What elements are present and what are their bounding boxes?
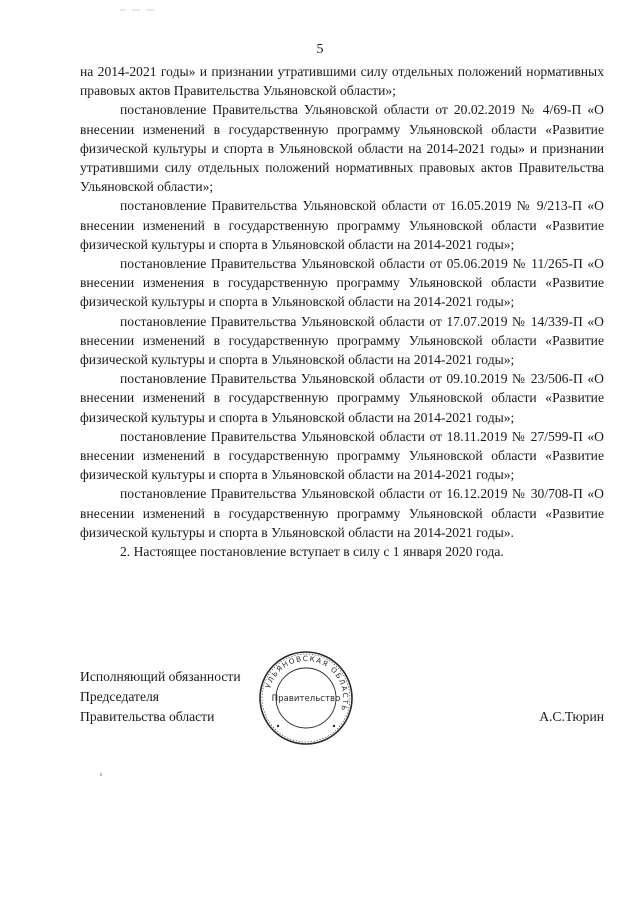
paragraph-decree-17-07-2019: постановление Правительства Ульяновской области от 17.07.2019 № 14/339-П «О внесении изменений в государственную программу Ульяновской области «Развитие физической культуры и спорта в Ульяновской области на 2014-2021 годы»; — [80, 313, 604, 368]
signatory-title-line-1: Исполняющий обязанности — [80, 669, 241, 684]
svg-text:Правительство: Правительство — [271, 694, 341, 704]
scan-artifact — [120, 8, 160, 12]
paragraph-decree-09-10-2019: постановление Правительства Ульяновской области от 09.10.2019 № 23/506-П «О внесении изменений в государственную программу Ульяновской области «Развитие физической культуры и спорта в Ульяновской области на 2014-2021 годы»; — [80, 371, 604, 425]
paragraph-decree-16-12-2019: постановление Правительства Ульяновской области от 16.12.2019 № 30/708-П «О внесении изменений в государственную программу Ульяновской области «Развитие физической культуры и спорта в Ульяновской области на 2014-2021 годы». — [80, 486, 604, 540]
paragraph-decree-20-02-2019: постановление Правительства Ульяновской области от 20.02.2019 № 4/69-П «О внесении изменений в государственную программу Ульяновской области «Развитие физической культуры и спорта в Ульяновской области на 2014-2021 годы» и признании утратившими силу отдельных положений нормативных правовых актов Правительства Ульяновской области»; — [80, 102, 604, 195]
paragraph-decree-16-05-2019: постановление Правительства Ульяновской области от 16.05.2019 № 9/213-П «О внесении изменений в государственную программу Ульяновской области «Развитие физической культуры и спорта в Ульяновской области на 2014-2021 годы»; — [80, 198, 604, 252]
signatory-title-line-2: Председателя — [80, 689, 160, 704]
paragraph-effective-date: 2. Настоящее постановление вступает в силу с 1 января 2020 года. — [120, 544, 504, 560]
paragraph-decree-18-11-2019: постановление Правительства Ульяновской области от 18.11.2019 № 27/599-П «О внесении изменений в государственную программу Ульяновской области «Развитие физической культуры и спорта в Ульяновской области на 2014-2021 годы»; — [80, 428, 604, 483]
document-body — [80, 62, 604, 561]
page-number: 5 — [316, 42, 324, 57]
paragraph-continuation: на 2014-2021 годы» и признании утратившими силу отдельных положений нормативных правовых актов Правительства Ульяновской области»; — [80, 64, 604, 99]
scan-speck — [100, 773, 102, 776]
svg-text:УЛЬЯНОВСКАЯ ОБЛАСТЬ: УЛЬЯНОВСКАЯ ОБЛАСТЬ — [263, 653, 351, 713]
government-seal — [258, 650, 354, 746]
paragraph-decree-05-06-2019: постановление Правительства Ульяновской области от 05.06.2019 № 11/265-П «О внесении изменения в государственную программу Ульяновской области «Развитие физической культуры и спорта в Ульяновской области на 2014-2021 годы»; — [80, 256, 604, 310]
signatory-title-line-3: Правительства области — [80, 709, 215, 724]
signatory-name: А.С.Тюрин — [539, 709, 604, 724]
